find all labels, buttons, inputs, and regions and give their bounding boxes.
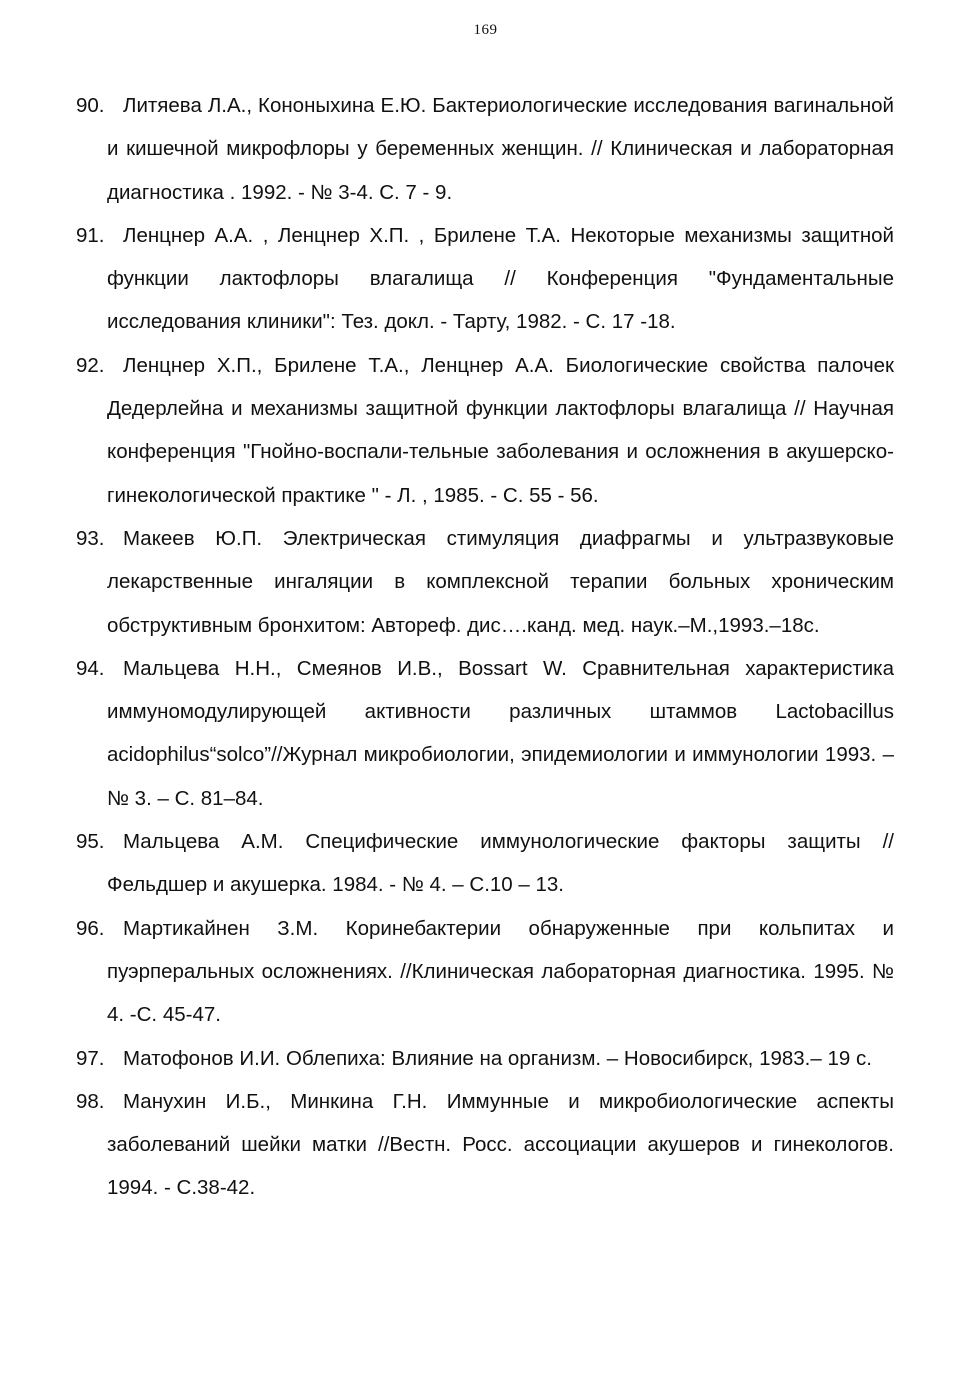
reference-number: 94. (76, 656, 105, 680)
reference-text: Мальцева Н.Н., Смеянов И.В., Bossart W. Сравнительная характеристика иммуномодулирующей активности различных штаммов Lactobacillus acidophilus“solco”//Журнал микробиологии, эпидемиологии и иммунологии 1993. –№ 3. – С. 81–84. (107, 656, 894, 810)
reference-list (76, 84, 894, 1210)
reference-text: Манухин И.Б., Минкина Г.Н. Иммунные и микробиологические аспекты заболеваний шейки матки //Вестн. Росс. ассоциации акушеров и гинекологов. 1994. - С.38-42. (107, 1089, 894, 1200)
reference-number: 97. (76, 1046, 105, 1070)
reference-number: 92. (76, 353, 105, 377)
reference-number: 96. (76, 916, 105, 940)
reference-text: Матофонов И.И. Облепиха: Влияние на организм. – Новосибирск, 1983.– 19 с. (123, 1046, 872, 1070)
reference-text: Мартикайнен З.М. Коринебактерии обнаруженные при кольпитах и пуэрперальных осложнениях. //Клиническая лабораторная диагностика. 1995. № 4. -С. 45-47. (107, 916, 894, 1027)
reference-number: 91. (76, 223, 105, 247)
reference-text: Макеев Ю.П. Электрическая стимуляция диафрагмы и ультразвуковые лекарственные ингаляции в комплексной терапии больных хроническим обструктивным бронхитом: Автореф. дис….канд. мед. наук.–М.,1993.–18с. (107, 526, 894, 637)
reference-item (76, 344, 894, 517)
reference-item (76, 647, 894, 820)
reference-item (76, 820, 894, 907)
reference-number: 98. (76, 1089, 105, 1113)
reference-item (76, 517, 894, 647)
reference-number: 90. (76, 94, 105, 117)
page-number: 169 (473, 22, 498, 38)
reference-text: Ленцнер А.А. , Ленцнер Х.П. , Брилене Т.А. Некоторые механизмы защитной функции лактофлоры влагалища // Конференция "Фундаментальные исследования клиники": Тез. докл. - Тарту, 1982. - С. 17 -18. (107, 223, 894, 334)
reference-item (76, 1080, 894, 1210)
reference-item (76, 214, 894, 344)
reference-text: Ленцнер Х.П., Брилене Т.А., Ленцнер А.А. Биологические свойства палочек Дедерлейна и механизмы защитной функции лактофлоры влагалища // Научная конференция "Гнойно-воспали-тельные заболевания и осложнения в акушерско-гинекологической практике " - Л. , 1985. - С. 55 - 56. (107, 353, 894, 507)
reference-item (76, 1037, 894, 1080)
reference-item (76, 907, 894, 1037)
reference-number: 93. (76, 526, 105, 550)
reference-item (76, 84, 894, 214)
reference-number: 95. (76, 830, 105, 854)
reference-text: Литяева Л.А., Кононыхина Е.Ю. Бактериологические исследования вагинальной и кишечной микрофлоры у беременных женщин. // Клиническая и лабораторная диагностика . 1992. - № 3-4. С. 7 - 9. (107, 94, 894, 204)
reference-text: Мальцева А.М. Специфические иммунологические факторы защиты // Фельдшер и акушерка. 1984. - № 4. – С.10 – 13. (107, 830, 894, 897)
